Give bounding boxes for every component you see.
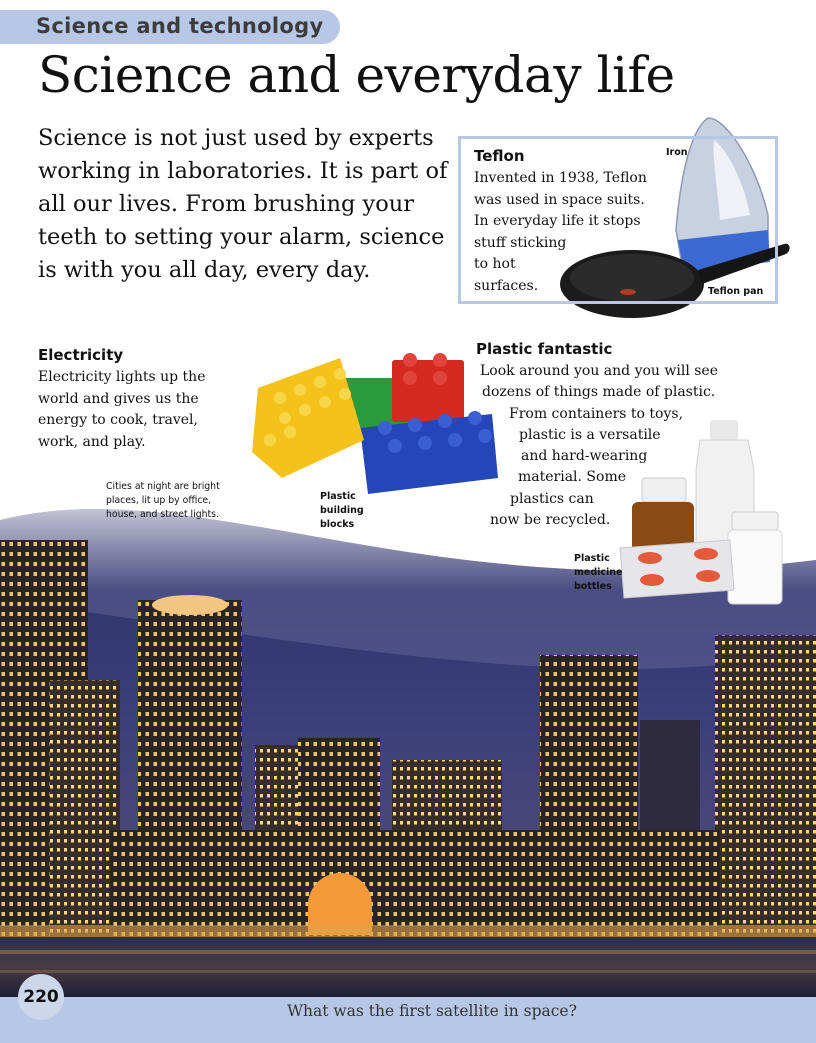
plastic-heading: Plastic fantastic <box>476 340 613 358</box>
teflon-text <box>474 168 679 297</box>
teflon-pan-caption: Teflon pan <box>708 286 764 297</box>
bottles-caption: Plastic medicine bottles <box>574 553 623 592</box>
teflon-line: Invented in 1938, Teflon <box>474 170 647 186</box>
plastic-line: From containers to toys, <box>509 405 684 422</box>
teflon-line: stuff sticking <box>474 234 567 251</box>
electricity-text: Electricity lights up the world and gives us the energy to cook, travel, work, and play. <box>38 369 206 450</box>
blocks-caption: Plastic building blocks <box>320 491 364 530</box>
plastic-line: plastics can <box>510 490 594 507</box>
teflon-line: to hot <box>474 256 516 272</box>
plastic-line: Look around you and you will see <box>480 363 719 379</box>
page-number-badge <box>18 974 64 1020</box>
teflon-heading: Teflon <box>474 147 525 165</box>
plastic-line: material. Some <box>518 469 627 486</box>
intro-paragraph: Science is not just used by experts working in laboratories. It is part of all our lives. From brushing your teeth to setting your alarm, science is with you all day, every day. <box>38 125 448 283</box>
teflon-line: surfaces. <box>474 277 539 294</box>
footer-question: What was the first satellite in space? <box>287 1002 577 1020</box>
electricity-heading: Electricity <box>38 346 124 364</box>
plastic-text <box>476 361 718 531</box>
city-caption: Cities at night are bright places, lit up by office, house, and street lights. <box>106 481 220 520</box>
plastic-line: now be recycled. <box>490 512 611 529</box>
page-title: Science and everyday life <box>38 46 675 104</box>
section-tab <box>0 10 340 44</box>
plastic-line: dozens of things made of plastic. <box>482 384 716 401</box>
section-label: Science and technology <box>36 14 324 38</box>
teflon-line: In everyday life it stops <box>474 213 641 229</box>
plastic-line: plastic is a versatile <box>519 426 661 443</box>
page-number: 220 <box>23 987 59 1007</box>
plastic-line: and hard-wearing <box>521 448 648 465</box>
teflon-line: was used in space suits. <box>474 191 645 208</box>
iron-caption: Iron <box>666 147 688 158</box>
